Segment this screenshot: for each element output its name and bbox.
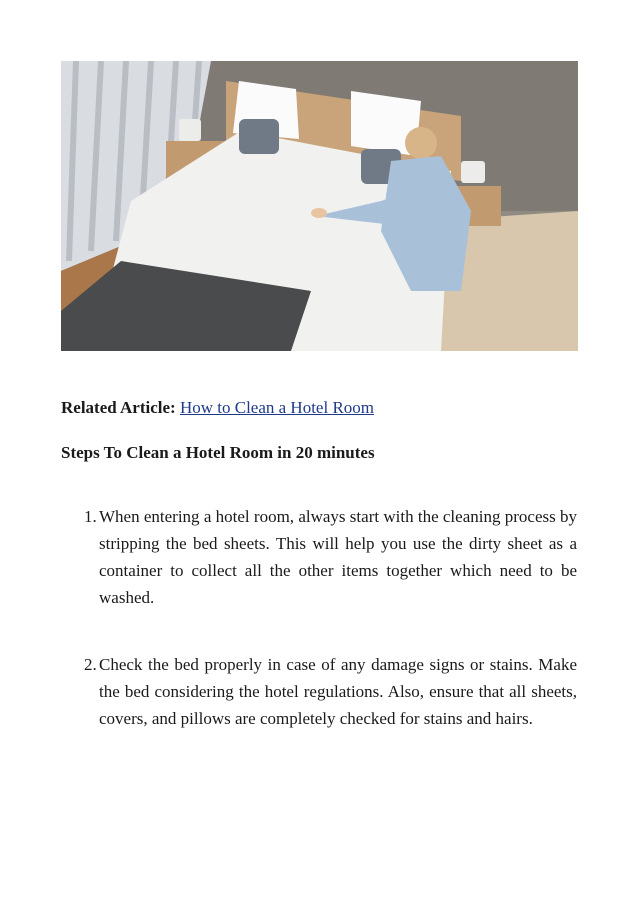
list-item-text: Check the bed properly in case of any damage signs or stains. Make the bed considering the hotel regulations. Also, ensure that all sheets, covers, and pillows are completely checked for stains and hairs. (99, 655, 577, 728)
list-item-text: When entering a hotel room, always start with the cleaning process by stripping the bed sheets. This will help you use the dirty sheet as a container to collect all the other items together which need to be washed. (99, 507, 577, 607)
list-item-number: 1. (84, 507, 97, 526)
list-item (84, 503, 577, 611)
list-item (84, 651, 577, 732)
related-article-link[interactable]: How to Clean a Hotel Room (179, 398, 375, 417)
hotel-room-photo (61, 61, 578, 351)
related-article-label: Related Article: (61, 398, 176, 417)
related-article (61, 397, 374, 419)
list-item-number: 2. (84, 655, 97, 674)
steps-heading: Steps To Clean a Hotel Room in 20 minutes (61, 443, 375, 462)
